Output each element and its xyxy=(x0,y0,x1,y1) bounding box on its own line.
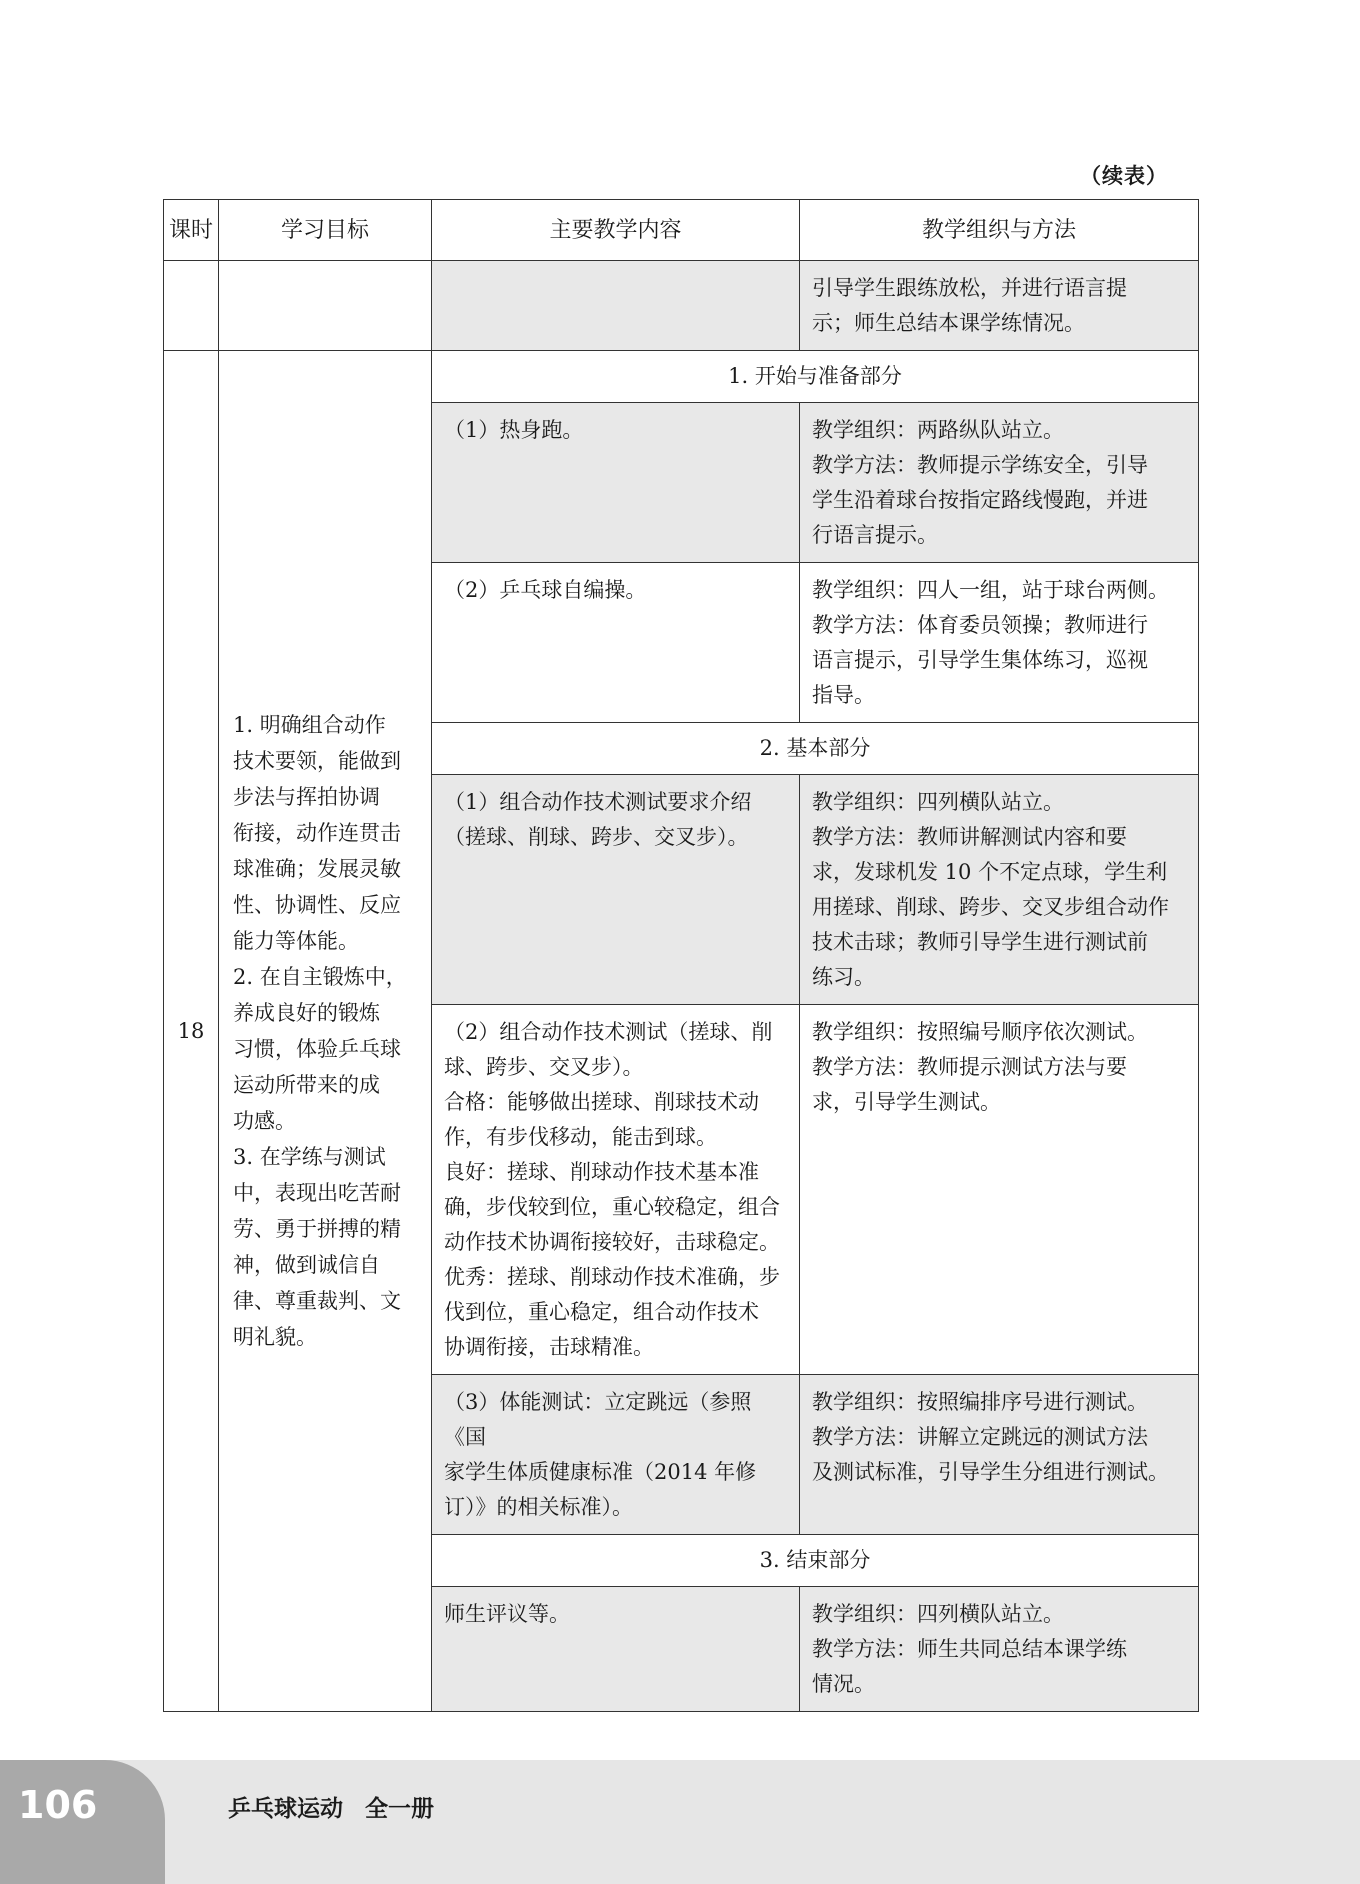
text-line: 中，表现出吃苦耐 xyxy=(233,1181,401,1205)
text-line: 优秀：搓球、削球动作技术准确，步 xyxy=(444,1265,780,1289)
text-line: 教学方法：体育委员领操；教师进行 xyxy=(812,613,1148,637)
header-goals: 学习目标 xyxy=(219,200,432,261)
content-cell xyxy=(432,1005,800,1375)
text-line: （1）热身跑。 xyxy=(444,418,584,442)
text-line: 确，步伐较到位，重心较稳定，组合 xyxy=(444,1195,780,1219)
text-line: 球、跨步、交叉步）。 xyxy=(444,1055,644,1079)
text-line: 明礼貌。 xyxy=(233,1325,317,1349)
header-method: 教学组织与方法 xyxy=(800,200,1199,261)
text-line: 能力等体能。 xyxy=(233,929,359,953)
text-line: 作，有步伐移动，能击到球。 xyxy=(444,1125,717,1149)
text-line: 教学方法：教师讲解测试内容和要 xyxy=(812,825,1127,849)
text-line: 性、协调性、反应 xyxy=(233,893,401,917)
text-line: 语言提示，引导学生集体练习，巡视 xyxy=(812,648,1148,672)
text-line: 良好：搓球、削球动作技术基本准 xyxy=(444,1160,759,1184)
text-line: 2. 在自主锻炼中， xyxy=(233,965,407,989)
content-cell xyxy=(432,1587,800,1712)
text-line: 律、尊重裁判、文 xyxy=(233,1289,401,1313)
text-line: 示；师生总结本课学练情况。 xyxy=(812,311,1085,335)
text-line: 教学方法：教师提示测试方法与要 xyxy=(812,1055,1127,1079)
method-cell xyxy=(800,1005,1199,1375)
text-line: 功感。 xyxy=(233,1109,296,1133)
text-line: 技术要领，能做到 xyxy=(233,749,401,773)
text-line: 步法与挥拍协调 xyxy=(233,785,380,809)
learning-goals xyxy=(219,351,432,1712)
text-line: 神，做到诚信自 xyxy=(233,1253,380,1277)
table-header-row xyxy=(164,200,1199,261)
section-title: 1. 开始与准备部分 xyxy=(432,351,1199,403)
text-line: 求，发球机发 10 个不定点球，学生利 xyxy=(812,860,1168,884)
text-line: 合格：能够做出搓球、削球技术动 xyxy=(444,1090,759,1114)
text-line: 师生评议等。 xyxy=(444,1602,570,1626)
text-line: 动作技术协调衔接较好，击球稳定。 xyxy=(444,1230,780,1254)
text-line: （搓球、削球、跨步、交叉步）。 xyxy=(444,825,749,849)
text-line: 教学组织：两路纵队站立。 xyxy=(812,418,1064,442)
content-cell xyxy=(432,775,800,1005)
text-line: 1. 明确组合动作 xyxy=(233,713,386,737)
continued-label: （续表） xyxy=(1080,164,1168,188)
content-cell xyxy=(432,1375,800,1535)
prev-content-cell xyxy=(432,261,800,351)
lesson-plan-table xyxy=(163,199,1199,1712)
footer-band xyxy=(0,1760,1360,1884)
text-line: 3. 在学练与测试 xyxy=(233,1145,386,1169)
text-line: （2）乒乓球自编操。 xyxy=(444,578,647,602)
text-line: 订）》的相关标准）。 xyxy=(444,1495,633,1519)
text-line: 协调衔接，击球精准。 xyxy=(444,1335,654,1359)
text-line: 衔接，动作连贯击 xyxy=(233,821,401,845)
book-name: 乒乓球运动 xyxy=(228,1796,343,1822)
text-line: 技术击球；教师引导学生进行测试前 xyxy=(812,930,1148,954)
text-line: 教学组织：四列横队站立。 xyxy=(812,1602,1064,1626)
text-line: 养成良好的锻炼 xyxy=(233,1001,380,1025)
prev-method-cell xyxy=(800,261,1199,351)
section-title: 2. 基本部分 xyxy=(432,723,1199,775)
text-line: （2）组合动作技术测试（搓球、削 xyxy=(444,1020,773,1044)
text-line: 教学方法：教师提示学练安全，引导 xyxy=(812,453,1148,477)
text-line: 指导。 xyxy=(812,683,875,707)
text-line: 学生沿着球台按指定路线慢跑，并进 xyxy=(812,488,1148,512)
text-line: 教学方法：师生共同总结本课学练 xyxy=(812,1637,1127,1661)
text-line: 劳、勇于拼搏的精 xyxy=(233,1217,401,1241)
content-cell xyxy=(432,403,800,563)
method-cell xyxy=(800,403,1199,563)
section-1-title-row xyxy=(164,351,1199,403)
text-line: 伐到位，重心稳定，组合动作技术 xyxy=(444,1300,759,1324)
text-line: 求，引导学生测试。 xyxy=(812,1090,1001,1114)
text-line: 教学组织：按照编排序号进行测试。 xyxy=(812,1390,1148,1414)
text-line: （3）体能测试：立定跳远（参照《国 xyxy=(444,1390,752,1449)
text-line: 及测试标准，引导学生分组进行测试。 xyxy=(812,1460,1169,1484)
book-title xyxy=(228,1790,456,1823)
header-lesson: 课时 xyxy=(164,200,219,261)
text-line: 用搓球、削球、跨步、交叉步组合动作 xyxy=(812,895,1169,919)
text-line: 习惯，体验乒乓球 xyxy=(233,1037,401,1061)
text-line: 球准确；发展灵敏 xyxy=(233,857,401,881)
text-line: 引导学生跟练放松，并进行语言提 xyxy=(812,276,1127,300)
text-line: 教学组织：四列横队站立。 xyxy=(812,790,1064,814)
text-line: 行语言提示。 xyxy=(812,523,938,547)
page-number: 106 xyxy=(18,1783,98,1827)
content-cell xyxy=(432,563,800,723)
lesson-number: 18 xyxy=(164,351,219,1712)
text-line: 教学方法：讲解立定跳远的测试方法 xyxy=(812,1425,1148,1449)
prev-lesson-cell xyxy=(164,261,219,351)
text-line: 教学组织：按照编号顺序依次测试。 xyxy=(812,1020,1148,1044)
method-cell xyxy=(800,1375,1199,1535)
method-cell xyxy=(800,1587,1199,1712)
header-content: 主要教学内容 xyxy=(432,200,800,261)
text-line: 家学生体质健康标准（2014 年修 xyxy=(444,1460,757,1484)
text-line: 运动所带来的成 xyxy=(233,1073,380,1097)
prev-goals-cell xyxy=(219,261,432,351)
text-line: 练习。 xyxy=(812,965,875,989)
table-row-previous xyxy=(164,261,1199,351)
section-title: 3. 结束部分 xyxy=(432,1535,1199,1587)
method-cell xyxy=(800,775,1199,1005)
book-volume: 全一册 xyxy=(365,1796,434,1822)
method-cell xyxy=(800,563,1199,723)
text-line: 教学组织：四人一组，站于球台两侧。 xyxy=(812,578,1169,602)
text-line: （1）组合动作技术测试要求介绍 xyxy=(444,790,752,814)
text-line: 情况。 xyxy=(812,1672,875,1696)
